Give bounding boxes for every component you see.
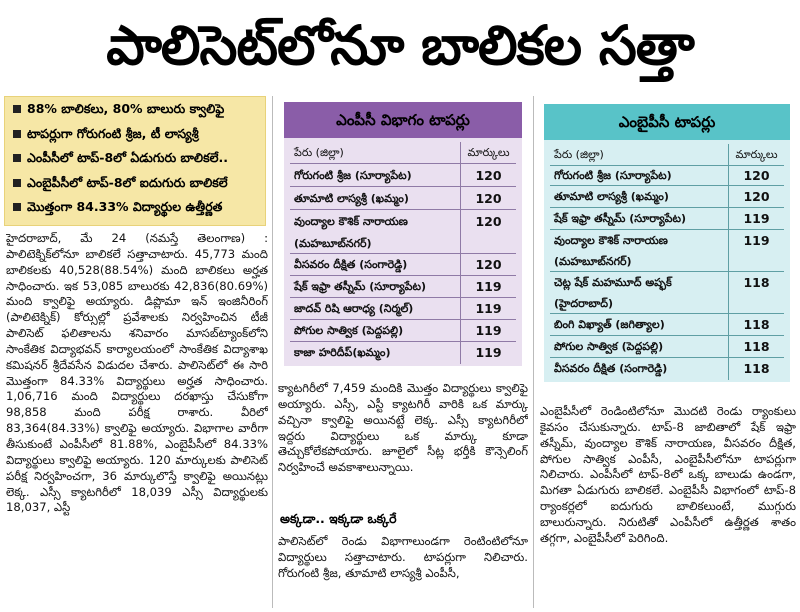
column-header-name: పేరు (జిల్లా) — [294, 146, 344, 159]
table-row: గోరుగంటి శ్రీజ (సూర్యాపేట) 120 — [290, 164, 516, 187]
table-row: వుంద్యాల కౌశిక్‌ నారాయణ 120 — [290, 210, 516, 233]
highlight-item: టాపర్లుగా గోరుగంటి శ్రీజ, టీ లాస్యశ్రీ — [5, 122, 265, 147]
table-row: (మహబూబ్‌నగర్‌) — [290, 233, 516, 254]
column-divider — [533, 96, 534, 608]
table-row: షేక్‌ ఇఫ్రా తస్నీమ్‌ (సూర్యాపేట) 119 — [550, 208, 784, 230]
table-row: బింగి విఖ్యాత్‌ (జగిత్యాల) 118 — [550, 314, 784, 336]
highlight-item: ఎంపీసీలో టాప్‌-8లో ఏడుగురు బాలికలే.. — [5, 146, 265, 171]
table-row: వుంద్యాల కౌశిక్‌ నారాయణ 119 — [550, 230, 784, 252]
table-row: తూమాటి లాస్యశ్రీ (ఖమ్మం) 120 — [290, 187, 516, 210]
table-row: పోగుల సాత్విక (పెద్దపల్లి) 118 — [550, 336, 784, 358]
column-divider — [272, 96, 273, 608]
highlight-item: మొత్తంగా 84.33% విద్యార్థుల ఉత్తీర్ణత — [5, 195, 265, 220]
table-row: షేక్‌ ఇఫ్రా తస్నీమ్‌ (సూర్యాపేట) 119 — [290, 276, 516, 298]
subheading: అక్కడా.. ఇక్కడా ఒక్కరే — [280, 511, 397, 526]
table-row: పోగుల సాత్విక (పెద్దపల్లి) 119 — [290, 320, 516, 342]
article-column-3: పాలిసెట్‌లో రెండు విభాగాలుండగా రెంటింటిలోనూ విద్యార్థులు సత్తాచాటారు. టాపర్లుగా నిలిచారు. గోరుగంటి శ్రీజ, తూమాటి లాస్యశ్రీ ఎంపీసీ, — [278, 534, 528, 580]
bullet-icon — [13, 179, 21, 187]
bullet-icon — [13, 105, 21, 113]
table-row: జాదవ్‌ రిషి ఆరాధ్య (నిర్మల్‌) 119 — [290, 298, 516, 320]
article-column-1: హైదరాబాద్‌, మే 24 (నమస్తే తెలంగాణ) : పాలిటెక్నిక్‌లోనూ బాలికలే సత్తాచాటారు. 45,773 మంది బాలికలకు 40,528(88.54%) మంది బాలికలు అర్హత సాధించారు. ఇక 53,085 బాలురకు 42,836(80.69%) మంది క్వాలిఫై అయ్యారు. డిప్లొమా ఇన్‌ ఇంజినీరింగ్‌ (పాలిటెక్నిక్‌) కోర్సుల్లో ప్రవేశాలకు నిర్వహించిన టీజీ పాలిసెట్‌ ఫలితాలను శనివారం మాసబ్‌ట్యాంక్‌లోని సాంకేతిక విద్యాభవన్‌ కార్యాలయంలో సాంకేతిక విద్యాశాఖ కమిషనర్‌ శ్రీదేవసేన విడుదల చేశారు. పాలిసెట్‌లో ఈ సారి మొత్తంగా 84.33% విద్యార్థులు అర్హత సాధించారు. 1,06,716 మంది విద్యార్థులు దరఖాస్తు చేసుకోగా 98,858 మంది పరీక్ష రాశారు. వీరిలో 83,364(84.33%) క్వాలిఫై అయ్యారు. విభాగాల వారీగా తీసుకుంటే ఎంపీసీలో 81.88%, ఎంబైపీసీలో 84.33% విద్యార్థులు క్వాలిఫై అయ్యారు. 120 మార్కులకు పాలిసెట్‌ పరీక్ష నిర్వహించగా, 36 మార్కులొస్తే క్వాలిఫై అయినట్లు లెక్క. ఎస్సీ క్యాటగిరీలో 18,039 ఎస్సీ విద్యార్థులకు 18,037, ఎస్టీ — [6, 231, 268, 515]
highlight-item: ఎంబైపీసీలో టాప్‌-8లో ఐదుగురు బాలికలే — [5, 171, 265, 196]
bullet-icon — [13, 154, 21, 162]
table-row: వీసవరం దీక్షిత (సంగారెడ్డి) 120 — [290, 254, 516, 276]
article-column-4: ఎంబైపీసీలో రెండింటిలోనూ మొదటి రెండు ర్యాంకులు కైవసం చేసుకున్నారు. టాప్‌-8 జాబితాలో షేక్‌ ఇఫ్రా తస్నీమ్‌, వుంద్యాల కౌశిక్‌ నారాయణ, వీసవరం దీక్షిత, పోగుల సాత్విక ఎంపీసీ, ఎంబైపీసీలోనూ టాపర్లుగా నిలిచారు. ఎంపీసీలో టాప్‌-8లో ఒక్క బాలుడు ఉండగా, మిగతా ఏడుగురు బాలికలే. ఎంబైపీసీ విభాగంలో టాప్‌-8 ర్యాంకర్లలో ఐదుగురు బాలికలుంటే, ముగ్గురు బాలురున్నారు. నిరుటితో ఎంపీసీలో ఉత్తీర్ణత శాతం తగ్గగా, ఎంబైపీసీలో పెరిగింది. — [540, 404, 796, 545]
table-header-row — [290, 142, 516, 164]
table-header-row — [550, 144, 784, 166]
highlights-box — [4, 96, 266, 226]
table-row: గోరుగంటి శ్రీజ (సూర్యాపేట) 120 — [550, 166, 784, 186]
table-row: చెట్ల షేక్‌ మహమూద్‌ అష్ఫక్‌ 118 — [550, 272, 784, 294]
headline: పాలిసెట్‌లోనూ బాలికల సత్తా — [106, 14, 694, 77]
bipc-table — [544, 140, 790, 382]
column-header-score: మార్కులు — [460, 142, 516, 163]
article-column-2: క్యాటగిరీలో 7,459 మందికి మొత్తం విద్యార్థులు క్వాలిఫై అయ్యారు. ఎస్సీ, ఎస్టీ క్యాటగిరీ వారికి ఒక మార్కు వచ్చినా క్వాలిఫై అయినట్టే లెక్క. ఎస్సీ క్యాటగిరీలో ఇద్దరు విద్యార్థులు ఒక మార్కు కూడా తెచ్చుకోలేకపోయారు. జూలైలో సీట్ల భర్తీకి కౌన్సెలింగ్‌ నిర్వహించే అవకాశాలున్నాయి. — [278, 381, 528, 475]
column-header-name: పేరు (జిల్లా) — [554, 148, 604, 161]
highlight-item: 88% బాలికలు, 80% బాలురు క్వాలిఫై — [5, 97, 265, 122]
column-header-score: మార్కులు — [728, 144, 784, 165]
mpc-table-title: ఎంపీసీ విభాగం టాపర్లు — [284, 102, 522, 138]
bullet-icon — [13, 203, 21, 211]
bipc-table-title: ఎంబైపీసీ టాపర్లు — [544, 104, 790, 140]
table-row: కాజా హరిదీప్‌(ఖమ్మం) 119 — [290, 342, 516, 364]
table-row: తూమాటి లాస్యశ్రీ (ఖమ్మం) 120 — [550, 186, 784, 208]
mpc-table — [284, 138, 522, 366]
table-row: (మహబూబ్‌నగర్‌) — [550, 252, 784, 272]
bullet-icon — [13, 130, 21, 138]
table-row: (హైదరాబాద్‌) — [550, 294, 784, 314]
table-row: వీసవరం దీక్షిత (సంగారెడ్డి) 118 — [550, 358, 784, 380]
